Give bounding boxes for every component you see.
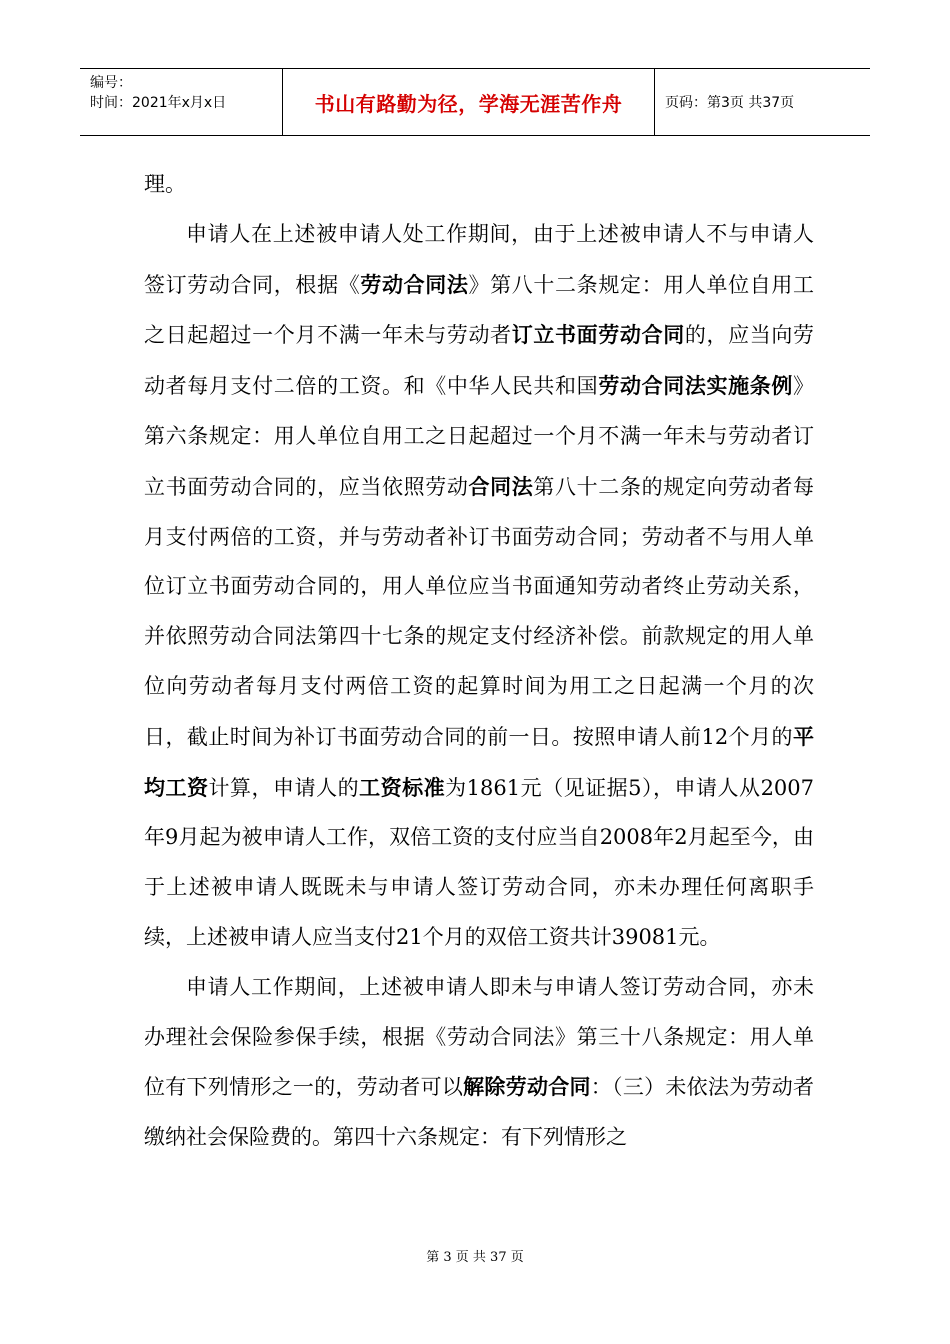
bold-term: 劳动合同法实施条例 — [598, 373, 794, 399]
bold-term: 平均工资 — [144, 723, 814, 800]
header-motto: 书山有路勤为径，学海无涯苦作舟 — [283, 69, 655, 135]
bold-term: 订立书面劳动合同 — [511, 322, 685, 348]
paragraph-continuation: 理。 — [144, 172, 186, 196]
text-run: 计算，申请人的 — [208, 775, 360, 800]
bold-term: 解除劳动合同 — [463, 1074, 591, 1100]
text-run: 申请人工作期间，上述被申请人即未与申请人签订劳动合同，亦未办理社会保险参保手续，根据《劳动合同法》第三十八条规定：用人单位有下列情形之一的，劳动者可以 — [144, 974, 814, 1100]
paragraph-double-wage — [144, 210, 814, 963]
bold-term: 工资标准 — [359, 774, 446, 800]
text-run: 申请人在上述被申请人处工作期间，由于上述被申请人不与申请人签订劳动合同，根据《 — [144, 221, 814, 297]
text-run: 》第八十二条规定：用人单位自用工之日起超过一个月不满一年未与劳动者 — [144, 272, 815, 348]
paragraph-social-insurance — [144, 963, 814, 1163]
document-header — [80, 68, 870, 136]
text-run: 》第六条规定：用人单位自用工之日起超过一个月不满一年未与劳动者订立书面劳动合同的，应当依照劳动 — [144, 374, 815, 499]
text-run: 第八十二条的规定向劳动者每月支付两倍的工资，并与劳动者补订书面劳动合同；劳动者不与用人单位订立书面劳动合同的，用人单位应当书面通知劳动者终止劳动关系，并依照劳动合同法第四十七条的规定支付经济补偿。前款规定的用人单位向劳动者每月支付两倍工资的起算时间为用工之日起满一个月的次日，截止时间为补订书面劳动合同的前一日。按照申请人前12个月的 — [144, 474, 815, 749]
document-body — [144, 160, 814, 1163]
header-meta-cell — [80, 69, 283, 135]
time-label: 时间：2021年x月x日 — [90, 95, 227, 111]
header-page-info: 页码：第3页 共37页 — [665, 95, 795, 111]
text-run: 的，应当向劳动者每月支付二倍的工资。和《中华人民共和国 — [144, 323, 815, 399]
number-label: 编号： — [90, 75, 132, 91]
text-run: ：（三）未依法为劳动者缴纳社会保险费的。第四十六条规定：有下列情形之 — [144, 1075, 815, 1150]
bold-term: 劳动合同法 — [360, 271, 469, 297]
text-run: 为1861元（见证据5），申请人从2007年9月起为被申请人工作，双倍工资的支付应当自2008年2月起至今，由于上述被申请人既既未与申请人签订劳动合同，亦未办理任何离职手续，上述被申请人应当支付21个月的双倍工资共计39081元。 — [144, 775, 815, 949]
bold-term: 合同法 — [468, 473, 534, 499]
page-footer: 第 3 页 共 37 页 — [426, 1250, 524, 1265]
